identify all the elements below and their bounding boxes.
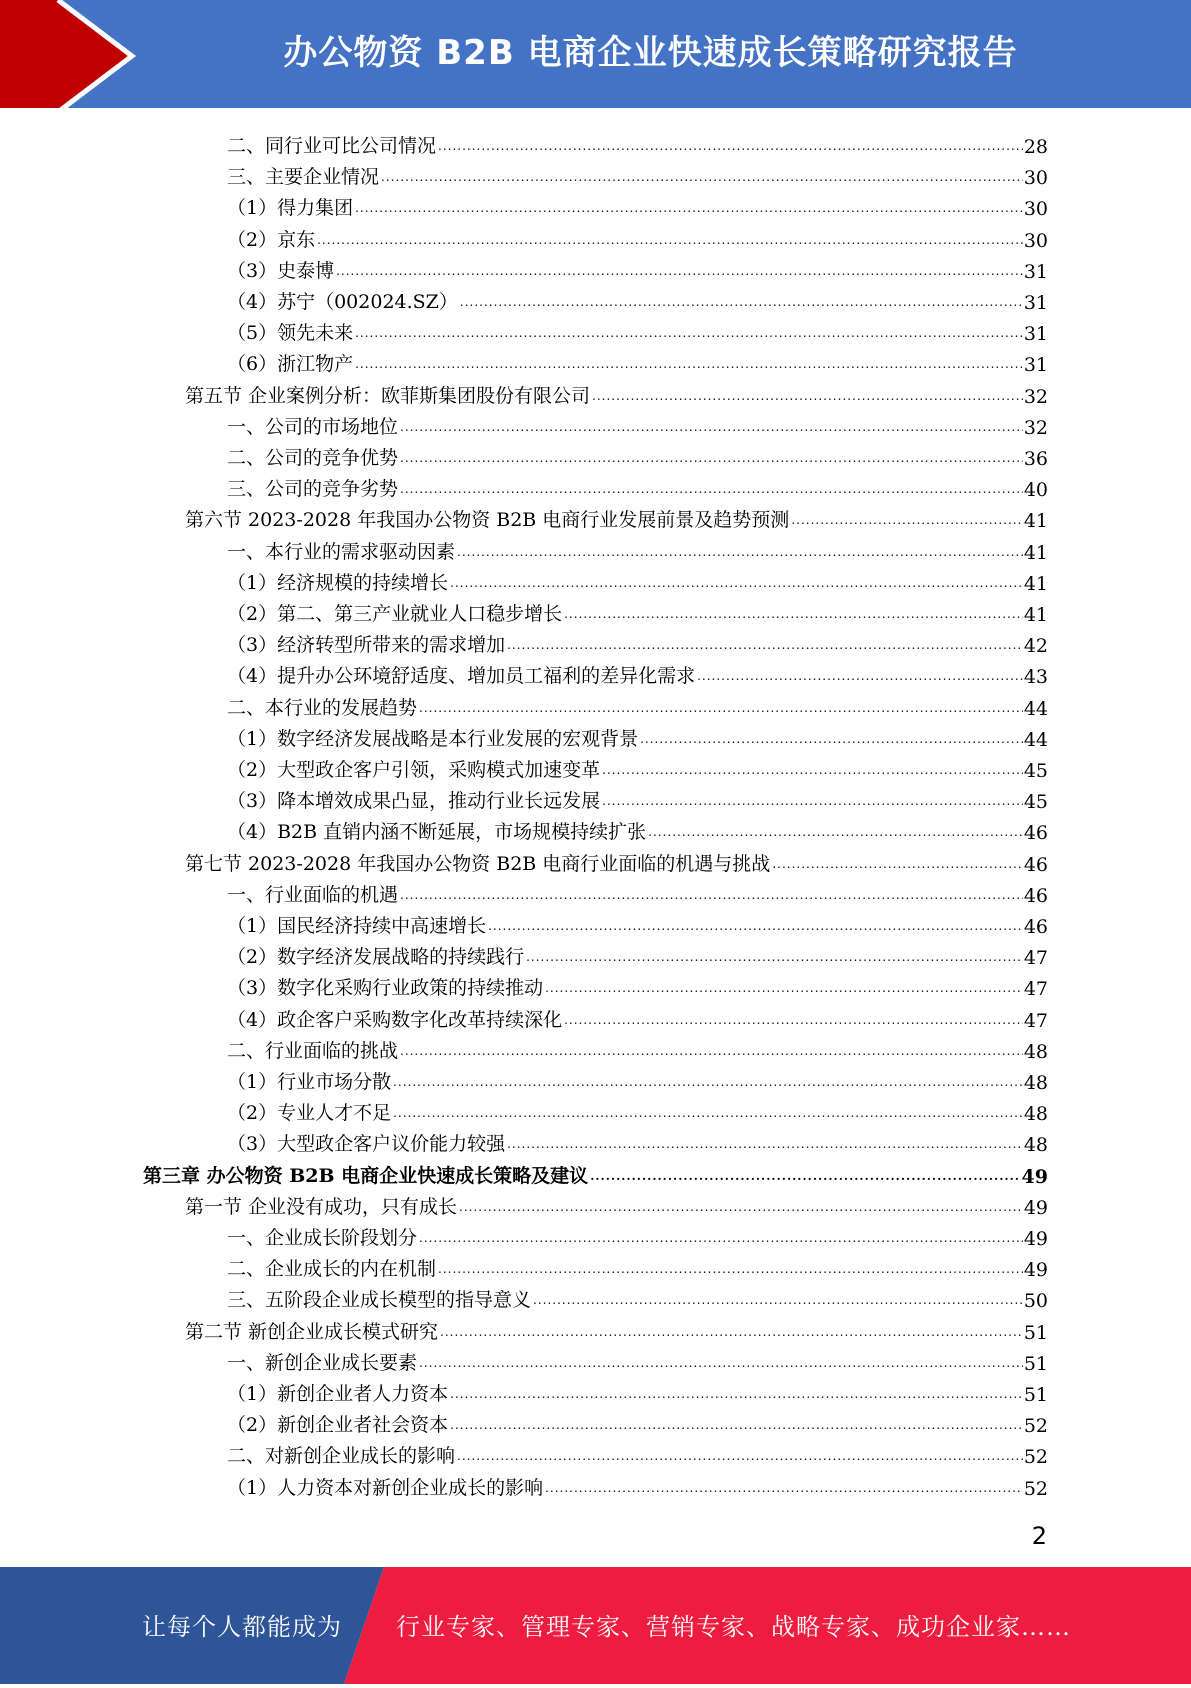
toc-entry[interactable] [227, 283, 1048, 314]
toc-entry-title: 第五节 企业案例分析：欧菲斯集团股份有限公司 [185, 384, 591, 407]
toc-entry-title: （3）降本增效成果凸显，推动行业长远发展 [227, 790, 601, 813]
toc-entry-page: 47 [1023, 1009, 1048, 1032]
toc-entry-title: （3）经济转型所带来的需求增加 [227, 634, 506, 657]
toc-entry[interactable] [185, 501, 1048, 532]
toc-entry[interactable] [143, 1157, 1048, 1188]
toc-dot-leader [355, 326, 1023, 340]
toc-entry-page: 49 [1023, 1228, 1048, 1250]
toc-entry-title: （6）浙江物产 [227, 353, 354, 376]
toc-entry-page: 31 [1023, 292, 1048, 314]
toc-entry-title: （2）数字经济发展战略的持续践行 [227, 946, 525, 969]
toc-dot-leader [336, 264, 1023, 278]
toc-entry[interactable] [227, 751, 1048, 782]
toc-entry[interactable] [227, 221, 1048, 252]
toc-entry-page: 51 [1023, 1352, 1048, 1375]
toc-entry-title: 一、公司的市场地位 [227, 415, 399, 438]
toc-entry-page: 41 [1023, 541, 1048, 564]
toc-entry[interactable] [227, 720, 1048, 751]
toc-dot-leader [450, 1387, 1023, 1401]
toc-entry-title: （1）国民经济持续中高速增长 [227, 915, 487, 937]
toc-entry-title: 第三章 办公物资 B2B 电商企业快速成长策略及建议 [143, 1164, 589, 1187]
toc-entry-title: （4）B2B 直销内涵不断延展，市场规模持续扩张 [227, 821, 647, 844]
toc-entry[interactable] [227, 1375, 1048, 1406]
toc-entry-page: 44 [1023, 728, 1048, 751]
toc-entry-title: （4）政企客户采购数字化改革持续深化 [227, 1008, 563, 1031]
toc-entry-title: （2）大型政企客户引领，采购模式加速变革 [227, 759, 601, 781]
toc-entry-page: 30 [1023, 229, 1048, 252]
toc-entry-page: 52 [1023, 1477, 1048, 1500]
toc-entry-title: （1）经济规模的持续增长 [227, 571, 449, 594]
toc-dot-leader [419, 1356, 1023, 1370]
toc-entry-title: （1）数字经济发展战略是本行业发展的宏观背景 [227, 727, 639, 750]
toc-entry[interactable] [227, 439, 1048, 470]
toc-dot-leader [602, 763, 1023, 777]
toc-entry-page: 49 [1023, 1259, 1048, 1282]
toc-entry[interactable] [227, 782, 1048, 813]
toc-dot-leader [457, 1449, 1023, 1463]
toc-entry[interactable] [227, 1125, 1048, 1156]
toc-entry-title: 二、行业面临的挑战 [227, 1039, 399, 1062]
toc-entry[interactable] [227, 1063, 1048, 1094]
toc-entry-title: 三、公司的竞争劣势 [227, 478, 399, 501]
toc-dot-leader [400, 420, 1023, 434]
toc-entry-title: 一、行业面临的机遇 [227, 883, 399, 906]
toc-entry[interactable] [227, 1001, 1048, 1032]
toc-dot-leader [564, 607, 1023, 621]
toc-entry-page: 36 [1023, 448, 1048, 470]
toc-entry-page: 31 [1023, 354, 1048, 377]
toc-dot-leader [400, 888, 1023, 902]
toc-entry-title: （2）京东 [227, 228, 316, 251]
toc-entry-page: 49 [1021, 1165, 1048, 1188]
toc-entry[interactable] [227, 1219, 1048, 1250]
toc-entry[interactable] [227, 1281, 1048, 1312]
toc-dot-leader [564, 1013, 1023, 1027]
toc-entry-page: 44 [1023, 697, 1048, 720]
toc-dot-leader [648, 825, 1023, 839]
page-header [0, 0, 1191, 112]
toc-entry-title: （5）领先未来 [227, 322, 354, 345]
toc-dot-leader [533, 1293, 1023, 1307]
toc-entry-page: 40 [1023, 479, 1048, 502]
toc-entry-title: （2）专业人才不足 [227, 1102, 392, 1125]
toc-entry[interactable] [227, 689, 1048, 720]
toc-entry[interactable] [227, 1032, 1048, 1063]
toc-entry-title: （2）新创企业者社会资本 [227, 1414, 449, 1437]
toc-entry[interactable] [227, 969, 1048, 1000]
toc-entry-page: 32 [1023, 385, 1048, 408]
toc-dot-leader [381, 170, 1023, 184]
toc-entry[interactable] [227, 564, 1048, 595]
toc-entry-title: （4）提升办公环境舒适度、增加员工福利的差异化需求 [227, 665, 696, 688]
toc-entry-page: 30 [1023, 198, 1048, 221]
toc-entry-title: 三、五阶段企业成长模型的指导意义 [227, 1289, 532, 1312]
toc-entry-page: 48 [1023, 1134, 1048, 1157]
toc-entry[interactable] [227, 1406, 1048, 1437]
toc-entry-title: （3）史泰博 [227, 259, 335, 282]
toc-entry[interactable] [227, 1250, 1048, 1281]
toc-entry-title: 二、本行业的发展趋势 [227, 696, 418, 719]
toc-dot-leader [393, 1106, 1023, 1120]
toc-entry-title: （4）苏宁（002024.SZ） [227, 291, 458, 313]
toc-entry-title: 第一节 企业没有成功，只有成长 [185, 1195, 458, 1218]
toc-dot-leader [488, 919, 1023, 933]
toc-entry-page: 50 [1023, 1290, 1048, 1313]
toc-dot-leader [507, 638, 1023, 652]
toc-dot-leader [772, 857, 1023, 871]
toc-entry-page: 41 [1023, 604, 1048, 626]
toc-entry-title: （1）行业市场分散 [227, 1071, 392, 1093]
toc-entry-page: 43 [1023, 666, 1048, 689]
toc-entry-title: 三、主要企业情况 [227, 166, 380, 189]
toc-entry-page: 41 [1023, 572, 1048, 595]
toc-dot-leader [419, 701, 1023, 715]
toc-entry-page: 32 [1023, 416, 1048, 439]
toc-entry[interactable] [227, 657, 1048, 688]
toc-dot-leader [507, 1137, 1023, 1151]
toc-entry-title: （2）第二、第三产业就业人口稳步增长 [227, 603, 563, 625]
toc-entry-title: （1）人力资本对新创企业成长的影响 [227, 1476, 544, 1499]
toc-entry-page: 52 [1023, 1446, 1048, 1469]
toc-entry-page: 47 [1023, 947, 1048, 970]
toc-entry-title: （3）大型政企客户议价能力较强 [227, 1133, 506, 1156]
toc-entry[interactable] [227, 533, 1048, 564]
toc-entry-page: 52 [1023, 1415, 1048, 1438]
toc-dot-leader [400, 451, 1023, 465]
footer-slogan-right: 行业专家、管理专家、营销专家、战略专家、成功企业家…… [396, 1613, 1071, 1641]
toc-entry[interactable] [227, 1344, 1048, 1375]
toc-entry[interactable] [227, 813, 1048, 844]
toc-dot-leader [440, 1325, 1023, 1339]
toc-entry-page: 46 [1023, 822, 1048, 845]
toc-entry-title: 第二节 新创企业成长模式研究 [185, 1320, 439, 1343]
toc-entry[interactable] [227, 626, 1048, 657]
toc-entry-page: 48 [1023, 1040, 1048, 1063]
toc-dot-leader [393, 1075, 1023, 1089]
toc-entry[interactable] [227, 158, 1048, 189]
toc-entry[interactable] [185, 377, 1048, 408]
toc-dot-leader [438, 139, 1023, 153]
toc-dot-leader [457, 545, 1023, 559]
toc-entry-page: 45 [1023, 791, 1048, 814]
toc-entry-page: 48 [1023, 1072, 1048, 1094]
toc-entry-title: 二、对新创企业成长的影响 [227, 1445, 456, 1468]
toc-entry-title: 第六节 2023-2028 年我国办公物资 B2B 电商行业发展前景及趋势预测 [185, 509, 790, 532]
toc-entry-page: 45 [1023, 760, 1048, 782]
toc-entry[interactable] [227, 1094, 1048, 1125]
toc-dot-leader [791, 513, 1023, 527]
toc-entry-title: 一、企业成长阶段划分 [227, 1227, 418, 1249]
toc-dot-leader [400, 482, 1023, 496]
toc-entry[interactable] [185, 1313, 1048, 1344]
toc-dot-leader [459, 1200, 1023, 1214]
toc-dot-leader [602, 794, 1023, 808]
toc-entry-title: 一、新创企业成长要素 [227, 1351, 418, 1374]
toc-entry-page: 31 [1023, 260, 1048, 283]
toc-entry-page: 41 [1023, 510, 1048, 533]
toc-dot-leader [545, 981, 1023, 995]
toc-entry[interactable] [227, 408, 1048, 439]
toc-dot-leader [592, 389, 1023, 403]
toc-entry[interactable] [227, 595, 1048, 626]
toc-entry[interactable] [227, 470, 1048, 501]
toc-entry-page: 28 [1023, 136, 1048, 158]
toc-entry-page: 48 [1023, 1103, 1048, 1126]
toc-dot-leader [450, 1418, 1023, 1432]
toc-entry-title: 第七节 2023-2028 年我国办公物资 B2B 电商行业面临的机遇与挑战 [185, 852, 771, 875]
page-footer [0, 1567, 1191, 1684]
toc-entry-page: 31 [1023, 323, 1048, 346]
toc-entry[interactable] [227, 1437, 1048, 1468]
toc-entry[interactable] [227, 907, 1048, 938]
toc-entry-page: 51 [1023, 1384, 1048, 1406]
toc-entry-title: 二、公司的竞争优势 [227, 447, 399, 469]
toc-dot-leader [317, 233, 1023, 247]
toc-entry-title: （1）新创企业者人力资本 [227, 1383, 449, 1405]
toc-dot-leader [355, 201, 1023, 215]
toc-entry[interactable] [227, 876, 1048, 907]
toc-entry-page: 46 [1023, 853, 1048, 876]
toc-dot-leader [697, 669, 1023, 683]
toc-entry[interactable] [227, 938, 1048, 969]
toc-entry-page: 46 [1023, 884, 1048, 907]
toc-entry[interactable] [227, 345, 1048, 376]
toc-entry-title: （3）数字化采购行业政策的持续推动 [227, 977, 544, 1000]
toc-entry-page: 46 [1023, 916, 1048, 938]
toc-entry[interactable] [185, 845, 1048, 876]
toc-dot-leader [545, 1481, 1023, 1495]
toc-entry[interactable] [185, 1188, 1048, 1219]
page-number: 2 [1031, 1522, 1047, 1550]
toc-entry-page: 42 [1023, 635, 1048, 658]
toc-entry-title: （1）得力集团 [227, 197, 354, 220]
toc-entry-page: 30 [1023, 167, 1048, 190]
toc-entry[interactable] [227, 252, 1048, 283]
toc-entry-title: 二、同行业可比公司情况 [227, 135, 437, 157]
toc-dot-leader [640, 732, 1023, 746]
footer-slogan-left: 让每个人都能成为 [142, 1613, 342, 1641]
toc-entry[interactable] [227, 314, 1048, 345]
toc-entry-page: 51 [1023, 1321, 1048, 1344]
toc-entry[interactable] [227, 127, 1048, 158]
toc-entry-page: 47 [1023, 978, 1048, 1001]
toc-entry-page: 49 [1023, 1196, 1048, 1219]
toc-entry-title: 一、本行业的需求驱动因素 [227, 540, 456, 563]
toc-dot-leader [355, 357, 1023, 371]
toc-dot-leader [590, 1169, 1020, 1183]
toc-dot-leader [438, 1262, 1023, 1276]
toc-entry[interactable] [227, 189, 1048, 220]
toc-entry[interactable] [227, 1469, 1048, 1500]
toc-entry-title: 二、企业成长的内在机制 [227, 1258, 437, 1281]
toc-dot-leader [400, 1044, 1023, 1058]
toc-dot-leader [460, 295, 1023, 309]
toc-dot-leader [526, 950, 1023, 964]
toc-dot-leader [450, 576, 1023, 590]
toc-dot-leader [419, 1231, 1023, 1245]
report-title: 办公物资 B2B 电商企业快速成长策略研究报告 [283, 33, 1018, 73]
